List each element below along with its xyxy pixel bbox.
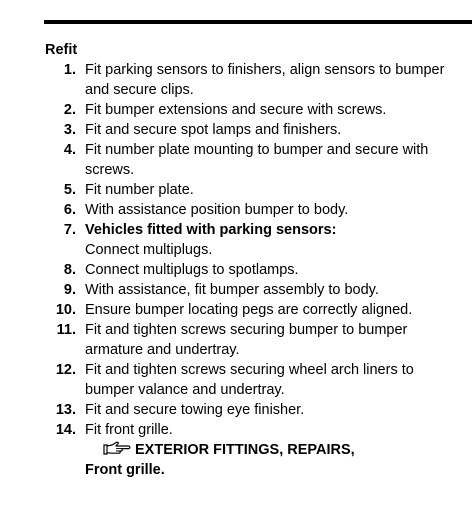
step-text: Ensure bumper locating pegs are correctly aligned. — [85, 302, 413, 318]
step-4 — [0, 140, 472, 180]
top-rule — [44, 20, 472, 24]
step-text: Connect multiplugs. — [85, 242, 213, 258]
section-heading: Refit — [45, 42, 78, 58]
step-number: 7. — [63, 222, 76, 238]
reference-section: EXTERIOR FITTINGS, REPAIRS, — [135, 442, 355, 458]
step-number: 2. — [63, 102, 76, 118]
step-number: 10. — [55, 302, 76, 318]
cross-reference[interactable] — [85, 442, 355, 458]
step-number: 6. — [63, 202, 76, 218]
step-14 — [0, 420, 472, 480]
step-12 — [0, 360, 472, 400]
step-text: With assistance, fit bumper assembly to body. — [85, 282, 379, 298]
refit-steps-list — [0, 60, 472, 480]
step-3 — [0, 120, 472, 140]
step-text: Fit front grille. — [85, 422, 173, 438]
step-number: 9. — [63, 282, 76, 298]
step-number: 3. — [63, 122, 76, 138]
step-10 — [0, 300, 472, 320]
step-condition-text: Vehicles fitted with parking sensors: — [85, 222, 337, 238]
pointing-hand-icon — [103, 440, 135, 456]
step-7 — [0, 220, 472, 260]
step-8 — [0, 260, 472, 280]
step-text: Connect multiplugs to spotlamps. — [85, 262, 299, 278]
step-number: 4. — [63, 142, 76, 158]
step-text: With assistance position bumper to body. — [85, 202, 349, 218]
step-number: 11. — [56, 322, 76, 338]
step-number: 8. — [63, 262, 76, 278]
step-5 — [0, 180, 472, 200]
step-11 — [0, 320, 472, 360]
reference-target[interactable]: Front grille. — [85, 462, 165, 478]
step-text: Fit and tighten screws securing wheel arch liners to bumper valance and undertray. — [85, 362, 414, 398]
step-number: 1. — [63, 62, 76, 78]
step-number: 13. — [55, 402, 76, 418]
step-9 — [0, 280, 472, 300]
step-6 — [0, 200, 472, 220]
step-text: Fit bumper extensions and secure with screws. — [85, 102, 387, 118]
step-text: Fit parking sensors to finishers, align sensors to bumper and secure clips. — [85, 62, 445, 98]
step-number: 5. — [63, 182, 76, 198]
step-number: 12. — [55, 362, 76, 378]
step-text: Fit number plate. — [85, 182, 194, 198]
step-number: 14. — [55, 422, 76, 438]
step-text: Fit and secure spot lamps and finishers. — [85, 122, 342, 138]
step-2 — [0, 100, 472, 120]
step-1 — [0, 60, 472, 100]
step-13 — [0, 400, 472, 420]
step-text: Fit and tighten screws securing bumper to bumper armature and undertray. — [85, 322, 408, 358]
step-text: Fit number plate mounting to bumper and secure with screws. — [85, 142, 429, 178]
step-text: Fit and secure towing eye finisher. — [85, 402, 305, 418]
